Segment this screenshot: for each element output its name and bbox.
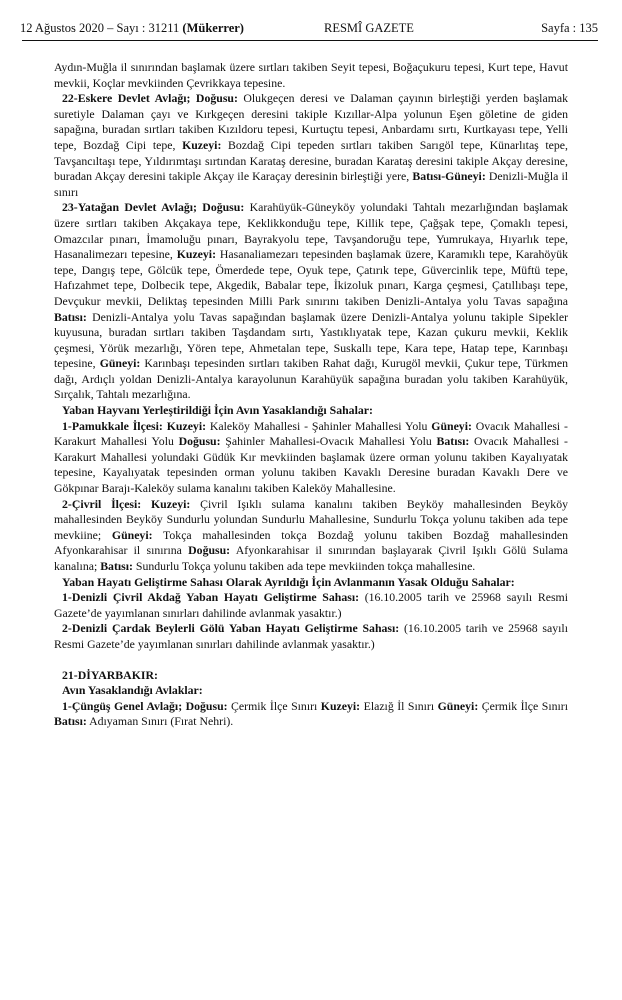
paragraph-p9: [54, 621, 568, 652]
paragraph-p4: [54, 403, 568, 419]
paragraph-p11: [54, 683, 568, 699]
text-run: Çermik İlçe Sınırı: [227, 698, 321, 713]
text-run: Elazığ İl Sınırı: [360, 698, 438, 713]
text-run: Hasanaliamezarı tepesinden başlamak üzere, Karamıklı tepe, Karahöyük tepe, Dangış tepe, Gölcük tepe, Ömerdede tepe, Oyuk tepe, Çatırık tepe, Güvercinlik tepe, Müftü tepe, Hafızahmet tepe, Dolbecik tepe, Akgedik, Babalar tepe, İkizoluk pınarı, Karga çeşmesi, Çatıllıbaşı tepe, Devçukur mevkii, Deliktaş tepesinden Milli Park sınırını takiben Denizli-Antalya yolu Tavas sapağına: [54, 247, 568, 308]
text-run: Olukgeçen deresi ve Dalaman çayının birleştiği yerden başlamak suretiyle Dalaman çayı ve Kırkgeçen deresini takiple Kızıllar-Alpa yolunun Eşen göletine de giden sapağına, buradan sırtları takiben Kızıldoru tepesi, Kurtuçtu tepesi, Anbardamı sırtı, Kurtkayası tepe, Yelli tepe, Bozdağ Cipi tepe,: [54, 91, 569, 152]
bold-term: 23-Yatağan Devlet Avlağı; Doğusu:: [62, 200, 245, 215]
page-number: Sayfa : 135: [541, 21, 598, 35]
paragraph-p6: [54, 497, 568, 575]
bold-term: Güneyi:: [99, 356, 141, 371]
text-run: Tokça mahallesinden tokça Bozdağ yolunu takiben Bozdağ mahallesinden Afyonkarahisar il sınırına: [54, 527, 568, 558]
text-run: Karınbaşı tepesinden sırtları takiben Rahat dağı, Kurugöl mevkii, Çukur tepe, Türkmen dağı, Ardıçlı yoldan Denizli-Antalya karayolunun Karahüyük sapağına buradan yolu takiben Karahüyük, Sırçalık, Tahtalı mezarlığına.: [54, 356, 568, 402]
text-run: Çermik İlçe Sınırı: [478, 698, 568, 713]
bold-term: Güneyi:: [111, 527, 153, 542]
text-run: Ovacık Mahallesi - Karakurt Mahallesi Yolu: [54, 418, 568, 449]
header-divider: [22, 40, 598, 41]
paragraph-p7: [54, 575, 568, 591]
bold-term: Doğusu:: [188, 543, 231, 558]
paragraph-p2: [54, 91, 568, 200]
bold-term: Batısı-Güneyi:: [412, 169, 486, 184]
bold-term: Batısı:: [54, 714, 87, 729]
paragraph-p5: [54, 419, 568, 497]
text-run: Karahüyük-Güneyköy yolundaki Tahtalı mezarlığından başlamak üzere sırtları takiben Akçakaya tepe, Keklikkonduğu tepe, Killik tepe, Çağşak tepe, Çomaklı tepesi, Omazcılar pınarı, İmamoluğu pınarı, Bayrakyolu tepe, Tavşandoruğu tepe, Yumrukaya, Hıyarlık tepe, Hasanalimezarı tepesine,: [54, 200, 569, 262]
issue-info: [20, 19, 244, 37]
text-run: (16.10.2005 tarih ve 25968 sayılı Resmi Gazete’de yayımlanan sınırları dahilinde avlanmak yasaktır.): [54, 590, 568, 620]
bold-term: Batısı:: [100, 559, 133, 573]
bold-term: Doğusu:: [178, 434, 221, 449]
bold-term: 21-DİYARBAKIR:: [62, 667, 158, 682]
issue-repeat-label: (Mükerrer): [182, 21, 244, 35]
bold-term: Güneyi:: [431, 418, 472, 433]
text-run: Denizli-Antalya yolu Tavas sapağından başlamak üzere Denizli-Antalya yolunu takiple Sipekler kuyusuna, buradan sırtları takiben Taşdandam sırtı, Yastıklıyatak tepe, Kazan çukuru mevkii, Keklik çeşmesi, Yörük mezarlığı, Yören tepe, Ahmetalan tepe, Suskallı tepe, Kara tepe, Hatap tepe, Karınbaşı tepesine,: [54, 309, 568, 371]
paragraph-p12: [54, 699, 568, 730]
gazette-title: RESMÎ GAZETE: [324, 21, 414, 35]
bold-term: Kuzeyi:: [182, 137, 222, 152]
bold-term: 1-Çüngüş Genel Avlağı; Doğusu:: [62, 698, 228, 713]
text-run: Kaleköy Mahallesi - Şahinler Mahallesi Yolu: [206, 418, 432, 433]
bold-term: 22-Eskere Devlet Avlağı; Doğusu:: [62, 91, 238, 106]
bold-term: Kuzeyi:: [166, 418, 207, 433]
text-run: (16.10.2005 tarih ve 25968 sayılı Resmi Gazete’de yayımlanan sınırları dahilinde avlanmak yasaktır.): [54, 621, 568, 651]
bold-term: 2-Denizli Çardak Beylerli Gölü Yaban Hayatı Geliştirme Sahası:: [62, 621, 400, 636]
text-run: Aydın-Muğla il sınırından başlamak üzere sırtları takiben Seyit tepesi, Boğaçukuru tepesi, Kurt tepe, Havut mevkii, Koçlar mevkiinden Çevrikkaya tepesine.: [54, 60, 568, 90]
bold-term: 1-Denizli Çivril Akdağ Yaban Hayatı Geliştirme Sahası:: [62, 590, 360, 605]
bold-term: 1-Pamukkale İlçesi:: [62, 418, 163, 433]
bold-term: Avın Yasaklandığı Avlaklar:: [62, 683, 203, 698]
text-run: Afyonkarahisar il sınırından başlayarak Çivril Işıklı Gölü Sulama kanalına;: [54, 543, 568, 573]
section-gap: [54, 653, 568, 668]
paragraph-p8: [54, 590, 568, 621]
bold-term: Kuzeyi:: [176, 247, 217, 262]
paragraph-p1: [54, 60, 568, 91]
text-run: Şahinler Mahallesi-Ovacık Mahallesi Yolu: [220, 434, 437, 449]
bold-term: Kuzeyi:: [320, 698, 361, 713]
document-body: [54, 60, 568, 730]
page-header: [20, 19, 598, 37]
text-run: Adıyaman Sınırı (Fırat Nehri).: [86, 714, 234, 729]
text-run: Bozdağ Cipi tepeden sırtları takiben Sarıgöl tepe, Künarlıtaş tepe, Tavşancıltaşı tepe, Yıldırımtaşı sırtından Karataş deresine, buradan Karataş deresini takiple Akçay deresine, buradan Akçay deresini takiple Akçay ile Karaçay deresinin birleştiği yere,: [54, 137, 568, 184]
text-run: Çivril Işıklı sulama kanalını takiben Beyköy mahallesinden Beyköy mahallesinden Beyköy Sundurlu yolundan Sundurlu Mahallesine, Sundurlu Tokça yolunu takiben ada tepe mevkiine;: [54, 496, 568, 542]
bold-term: Batısı:: [54, 309, 87, 324]
paragraph-p3: [54, 200, 568, 403]
text-run: Ovacık Mahallesi - Karakurt Mahallesi yolundaki Güdük Kır mevkiinden başlamak üzere orman yolunu takiben Kayalıyatak tepesine, Kayalıyatak tepesinden orman yolunu takiben Kavaklı Deresine buradan Kavaklı Dere ve Gökpınar Barajı-Kaleköy sulama kanalını takiben Kaleköy Mahallesine.: [54, 434, 568, 496]
bold-term: 2-Çivril İlçesi: Kuzeyi:: [62, 496, 191, 511]
bold-term: Yaban Hayvanı Yerleştirildiği İçin Avın Yasaklandığı Sahalar:: [62, 403, 373, 418]
text-run: Sundurlu Tokça yolunu takiben ada tepe mevkiinden tokça mahallesine.: [132, 559, 476, 573]
paragraph-p10: [54, 668, 568, 684]
bold-term: Güneyi:: [437, 698, 479, 713]
bold-term: Yaban Hayatı Geliştirme Sahası Olarak Ayrıldığı İçin Avlanmanın Yasak Olduğu Sahalar:: [62, 574, 515, 589]
bold-term: Batısı:: [436, 434, 470, 449]
issue-date-number: 12 Ağustos 2020 – Sayı : 31211: [20, 21, 183, 35]
text-run: Denizli-Muğla il sınırı: [54, 169, 569, 199]
